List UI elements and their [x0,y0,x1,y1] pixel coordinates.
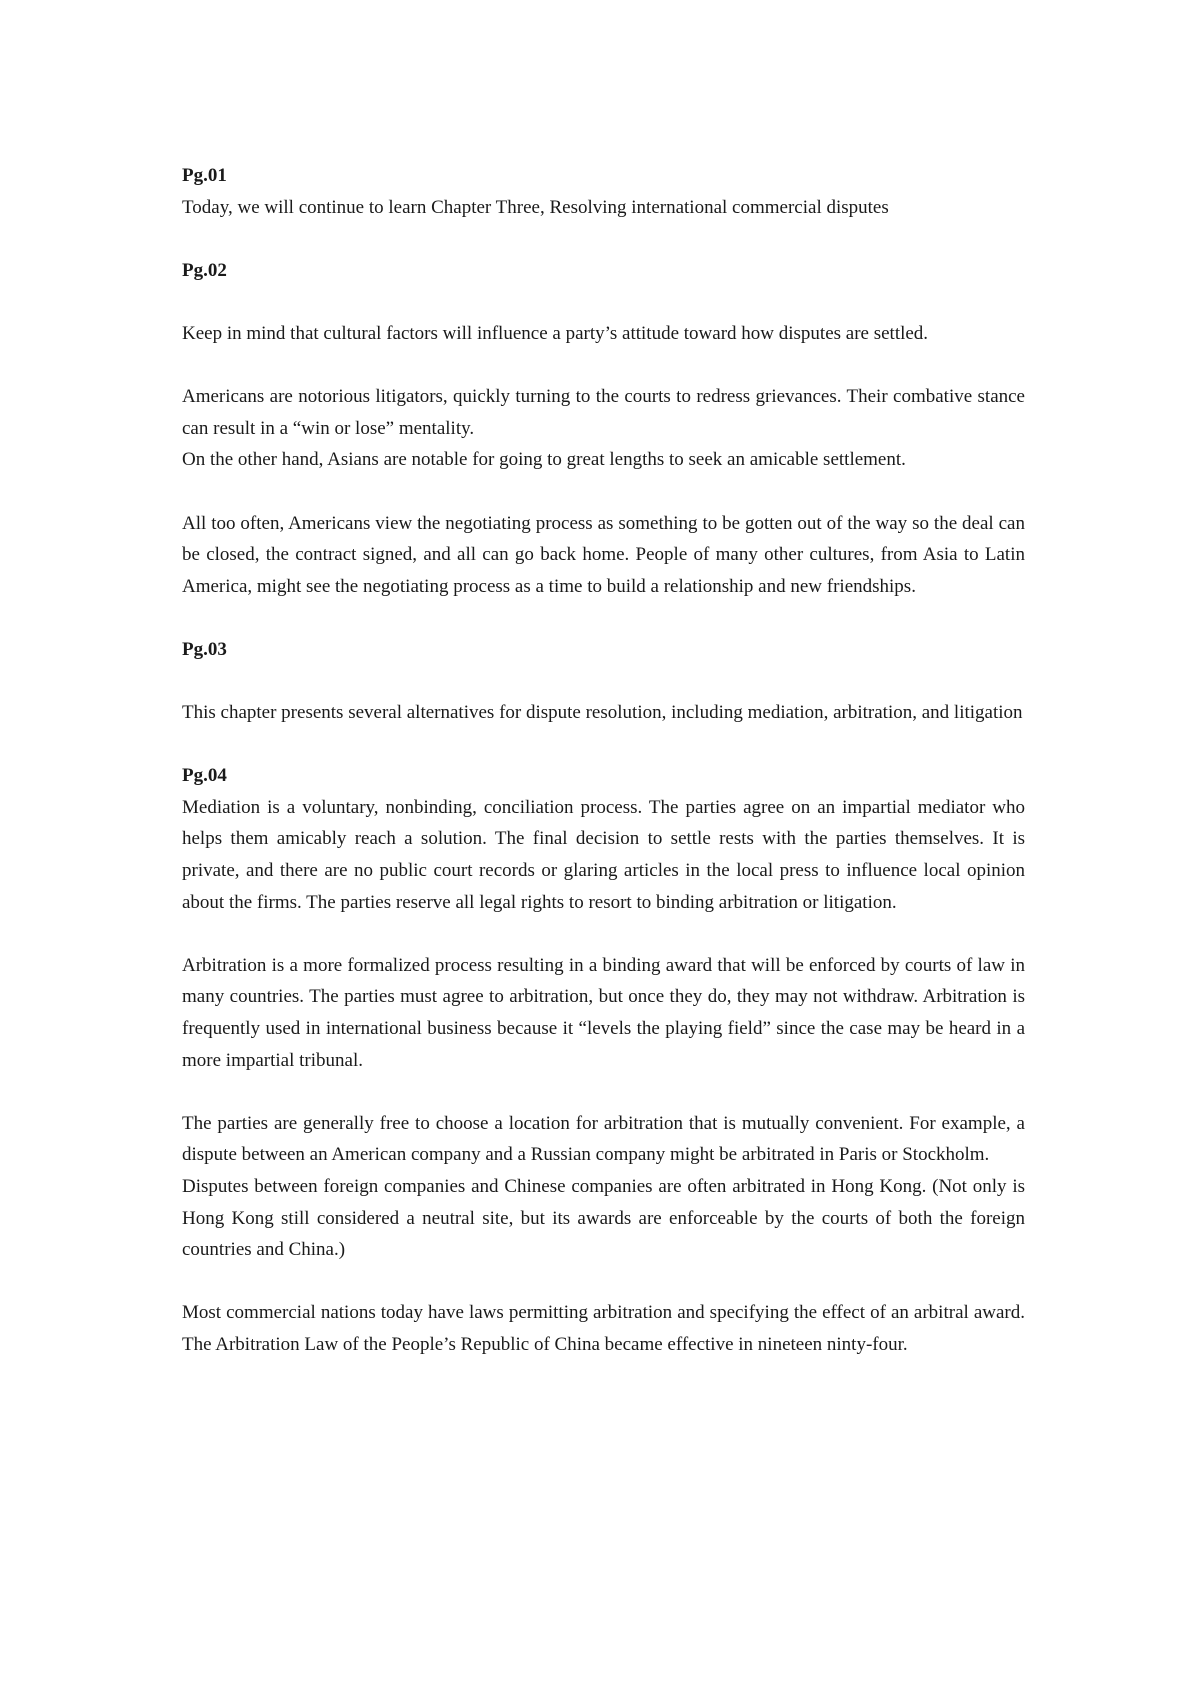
spacer [182,729,1025,761]
spacer [182,918,1025,950]
section-heading-pg01: Pg.01 [182,165,227,186]
spacer [182,286,1025,318]
paragraph: On the other hand, Asians are notable for going to great lengths to seek an amicable settlement. [182,449,906,471]
paragraph: All too often, Americans view the negotiating process as something to be gotten out of the way so the deal can be closed, the contract signed, and all can go back home. People of many other cultures, from Asia to Latin America, might see the negotiating process as a time to build a relationship and new friendships. [182,512,1025,597]
paragraph: Today, we will continue to learn Chapter Three, Resolving international commercial disputes [182,196,889,218]
spacer [182,1266,1025,1298]
spacer [182,476,1025,508]
spacer [182,1076,1025,1108]
paragraph: Keep in mind that cultural factors will influence a party’s attitude toward how disputes are settled. [182,322,929,344]
paragraph: Mediation is a voluntary, nonbinding, conciliation process. The parties agree on an impartial mediator who helps them amicably reach a solution. The final decision to settle rests with the parties themselves. It is private, and there are no public court records or glaring articles in the local press to influence local opinion about the firms. The parties reserve all legal rights to resort to binding arbitration or litigation. [182,796,1025,913]
spacer [182,350,1025,382]
document-body [182,160,1025,1361]
spacer [182,602,1025,634]
paragraph: The parties are generally free to choose a location for arbitration that is mutually convenient. For example, a dispute between an American company and a Russian company might be arbitrated in Paris or Stockholm. [182,1112,1025,1166]
section-heading-pg04: Pg.04 [182,765,227,787]
section-heading-pg03: Pg.03 [182,638,227,660]
paragraph: This chapter presents several alternatives for dispute resolution, including mediation, arbitration, and litigation [182,702,1023,724]
section-heading-pg02: Pg.02 [182,259,227,281]
paragraph: Most commercial nations today have laws permitting arbitration and specifying the effect of an arbitral award. The Arbitration Law of the People’s Republic of China became effective in nineteen ninty-four. [182,1302,1025,1355]
paragraph: Disputes between foreign companies and Chinese companies are often arbitrated in Hong Kong. (Not only is Hong Kong still considered a neutral site, but its awards are enforceable by the courts of both the foreign countries and China.) [182,1176,1025,1261]
paragraph: Arbitration is a more formalized process resulting in a binding award that will be enforced by courts of law in many countries. The parties must agree to arbitration, but once they do, they may not withdraw. Arbitration is frequently used in international business because it “levels the playing field” since the case may be heard in a more impartial tribunal. [182,954,1025,1071]
spacer [182,666,1025,698]
spacer [182,223,1025,255]
paragraph: Americans are notorious litigators, quickly turning to the courts to redress grievances. Their combative stance can result in a “win or lose” mentality. [182,386,1025,439]
